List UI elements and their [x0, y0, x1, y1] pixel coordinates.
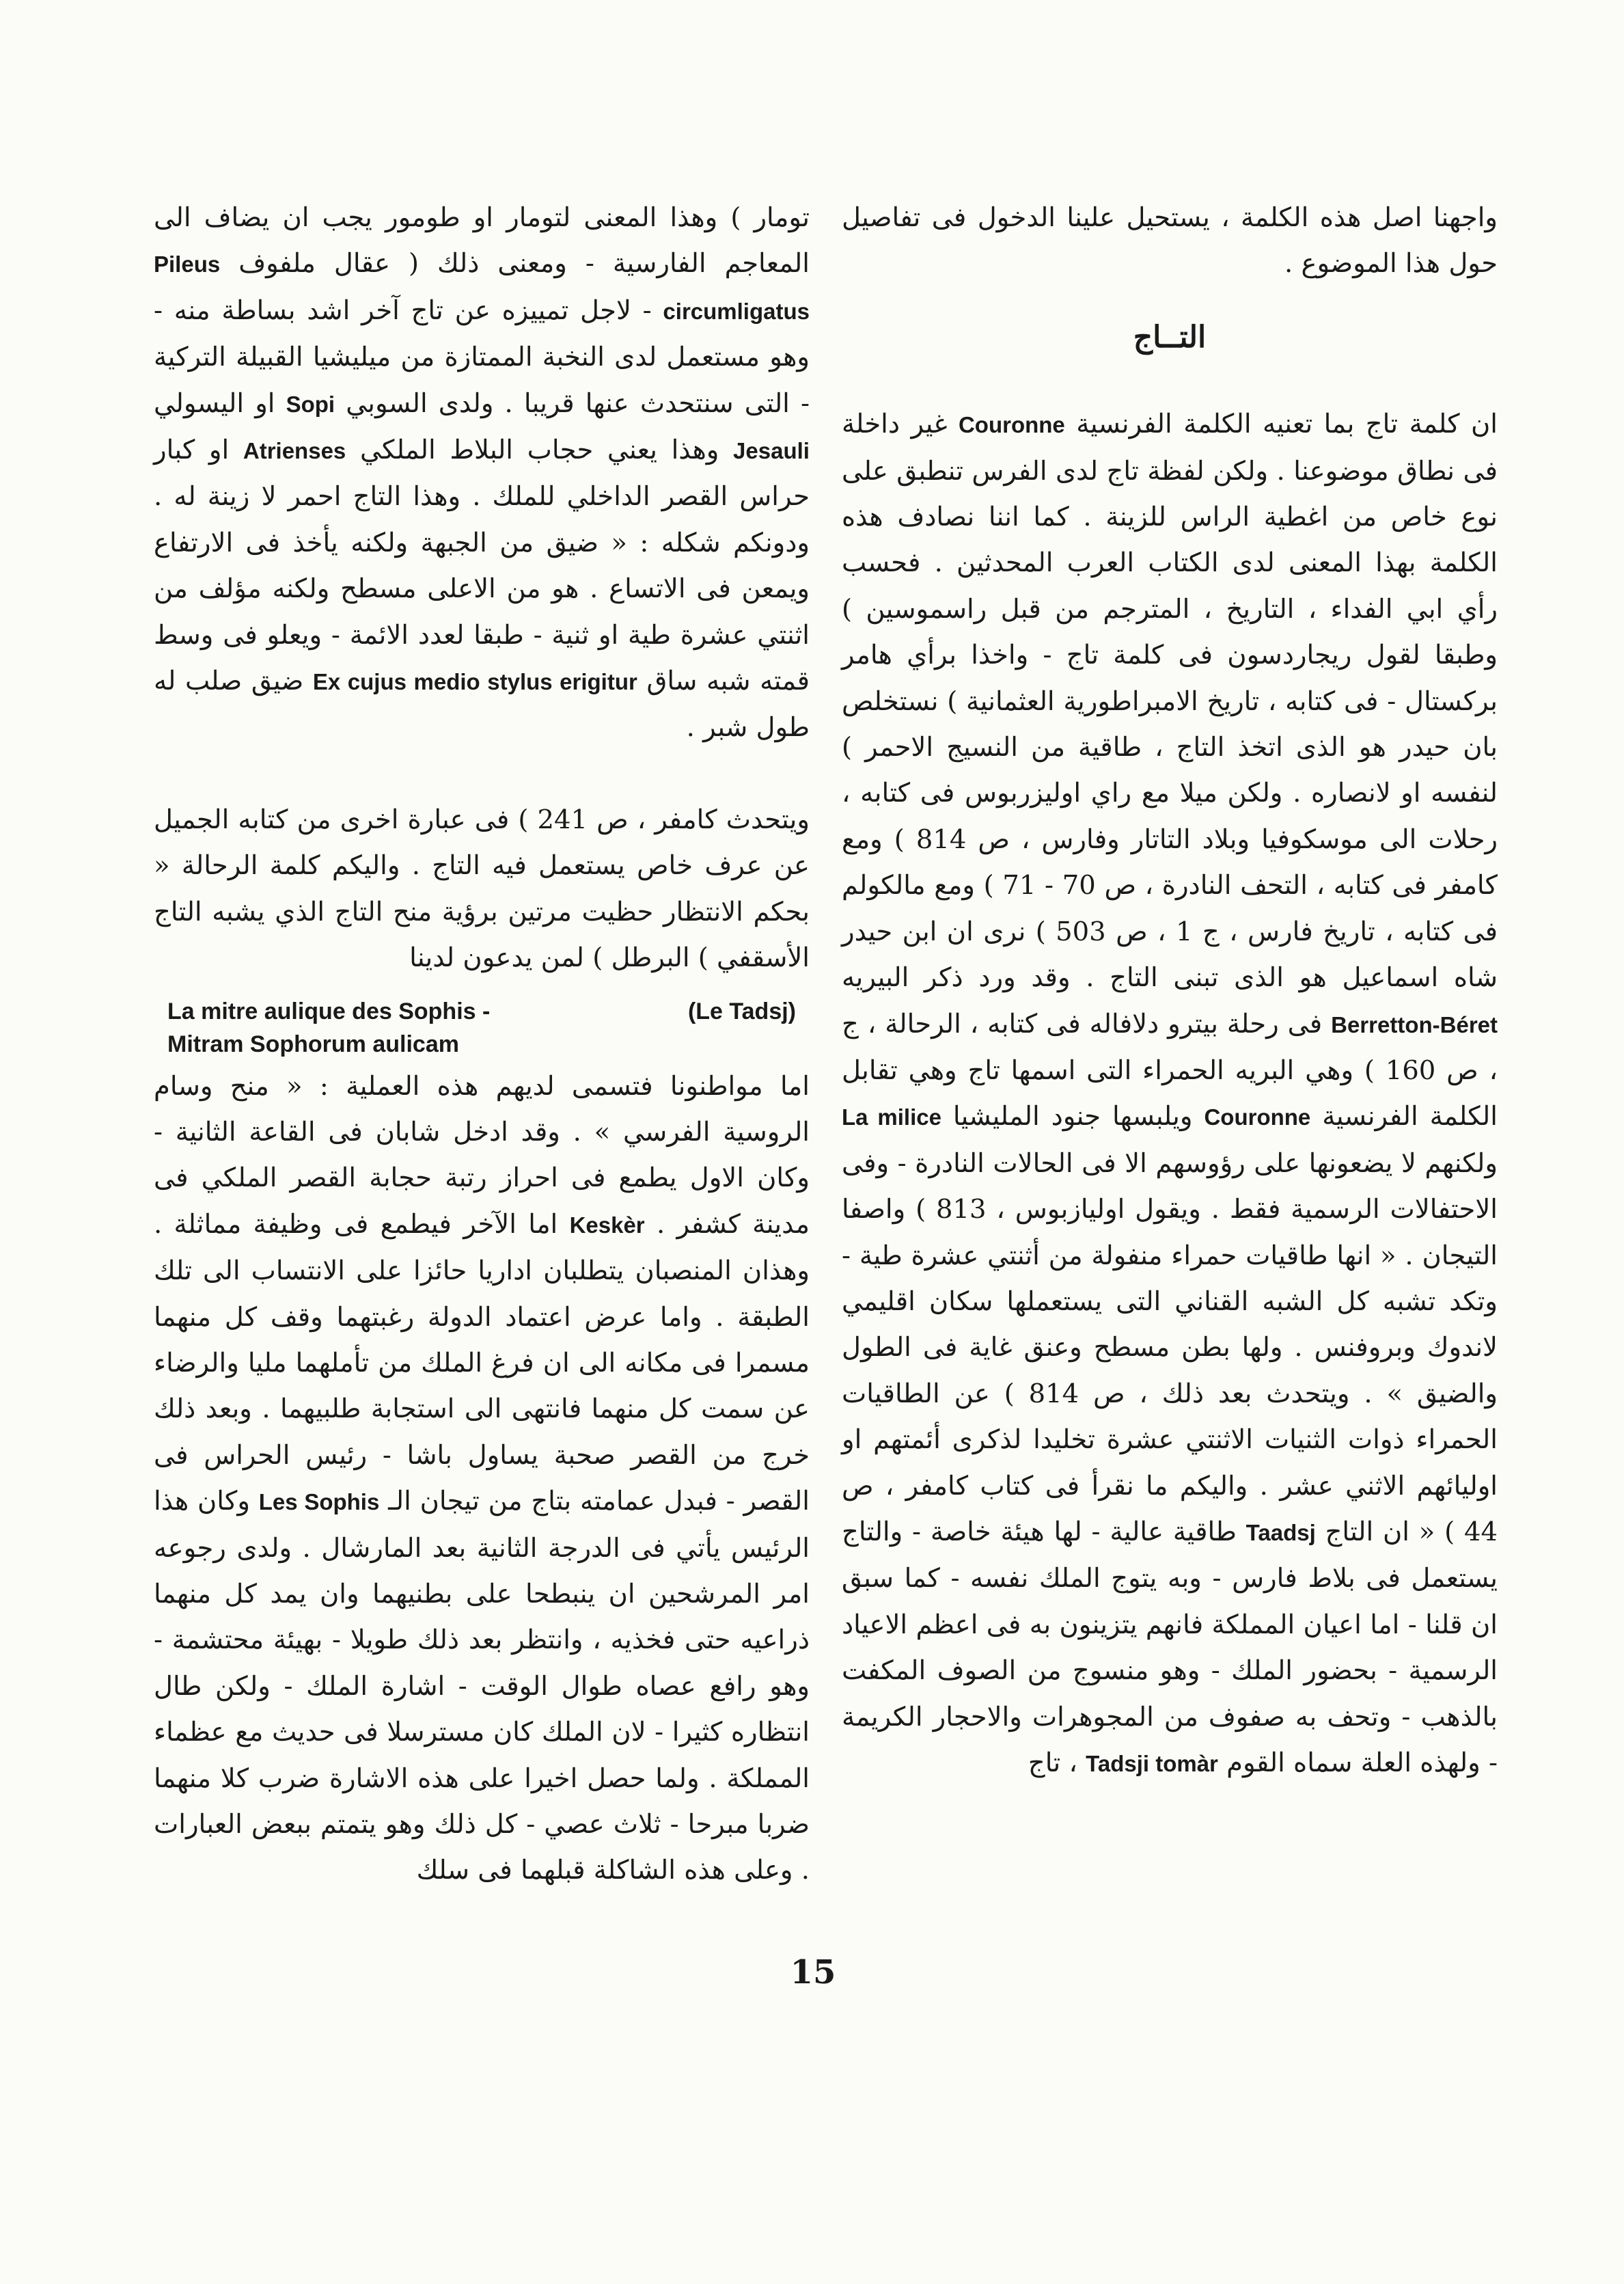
taj-paragraph: ان كلمة تاج بما تعنيه الكلمة الفرنسية Couronne غير داخلة فى نطاق موضوعنا . ولكن لفظة تاج لدى الفرس تنطبق على نوع خاص من اغطية الراس للزينة . كما اننا نصادف هذه الكلمة بهذا المعنى لدى الكتاب العرب المحدثين . فحسب رأي ابي الفداء ، التاريخ ، المترجم من قبل راسموسين ) وطبقا لقول ريجاردسون فى كلمة تاج - واخذا برأي هامر بركستال - فى كتابه ، تاريخ الامبراطورية العثمانية ) نستخلص بان حيدر هو الذى اتخذ التاج ، طاقية من النسيج الاحمر ) لنفسه او لانصاره . ولكن ميلا مع راي اوليزربوس فى كتابه ، رحلات الى موسكوفيا وبلاد التاتار وفارس ، ص 814 ) ومع كامفر فى كتابه ، التحف النادرة ، ص 70 - 71 ) ومع مالكولم فى كتابه ، تاريخ فارس ، ج 1 ، ص 503 ) نرى ان ابن حيدر شاه اسماعيل هو الذى تبنى التاج . وقد ورد ذكر البيريه Berretton-Béret فى رحلة بيترو دلافاله فى كتابه ، الرحالة ، ج ، ص 160 ) وهي البريه الحمراء التى اسمها تاج وهي تقابل الكلمة الفرنسية Couronne ويلبسها جنود المليشيا La milice ولكنهم لا يضعونها على رؤوسهم الا فى الحالات النادرة - وفى الاحتفالات الرسمية فقط . ويقول اوليازبوس ، 813 ) واصفا التيجان . « انها طاقيات حمراء منفولة من أثنتي عشرة طية - وتكد تشبه كل الشبه القناني التى يستعملها سكان اقليمي لاندوك وبروفنس . ولها بطن مسطح وعنق غاية فى الطول والضيق » . ويتحدث بعد ذلك ، ص 814 ) عن الطاقيات الحمراء ذوات الثنيات الاثنتي عشرة تخليدا لذكرى أئمتهم او اوليائهم الاثني عشر . واليكم ما نقرأ فى كتاب كامفر ، ص 44 ) « ان التاج Taadsj طاقية عالية - لها هيئة خاصة - والتاج يستعمل فى بلاط فارس - وبه يتوج الملك نفسه - كما سبق ان قلنا - اما اعيان المملكة فانهم يتزينون به فى اعظم الاعياد الرسمية - بحضور الملك - وهو منسوج من الصوف المكفت بالذهب - وتحف به صفوف من المجوهرات والاحجار الكريمة - ولهذه العلة سماه القوم Tadsji tomàr ، تاج — [842, 409, 1498, 1778]
latin-term: Berretton-Béret — [1331, 1011, 1498, 1037]
right-column — [842, 195, 1498, 1786]
intro-paragraph: واجهنا اصل هذه الكلمة ، يستحيل علينا الدخول فى تفاصيل حول هذا الموضوع . — [842, 202, 1498, 280]
latin-term: Pileus circumligatus — [154, 251, 810, 324]
tomar-paragraph: تومار ) وهذا المعنى لتومار او طومور يجب ان يضاف الى المعاجم الفارسية - ومعنى ذلك ( عقال ملفوف Pileus circumligatus - لاجل تمييزه عن تاج آخر اشد بساطة منه - وهو مستعمل لدى النخبة الممتازة من ميليشيا القبيلة التركية - التى سنتحدث عنها قريبا . ولدى السوبي Sopi او اليسولي Jesauli وهذا يعني حجاب البلاط الملكي Atrienses او كبار حراس القصر الداخلي للملك . وهذا التاج احمر لا زينة له . ودونكم شكله : « ضيق من الجبهة ولكنه يأخذ فى الارتفاع ويمعن فى الاتساع . هو من الاعلى مسطح ولكنه مؤلف من اثنتي عشرة طية او ثنية - طبقا لعدد الائمة - ويعلو فى وسط قمته شبه ساق Ex cujus medio stylus erigitur ضيق صلب له طول شبر . — [154, 202, 810, 744]
latin-term: Les Sophis — [258, 1489, 380, 1515]
latin-term: Couronne — [1204, 1104, 1311, 1130]
latin-term: Ex cujus medio stylus erigitur — [312, 669, 637, 695]
latin-term: Keskèr — [569, 1212, 645, 1238]
latin-term: Sopi — [286, 391, 335, 417]
latin-quote-block — [154, 995, 810, 1061]
section-heading: التــاج — [1133, 319, 1207, 355]
latin-quote-line: Mitram Sophorum aulicam — [167, 1031, 459, 1057]
latin-quote-line: La mitre aulique des Sophis - (Le Tadsj) — [167, 998, 796, 1024]
left-column — [154, 195, 810, 1894]
latin-term: Taadsj — [1245, 1519, 1316, 1545]
page-number: 15 — [790, 1953, 836, 1991]
kaempfer-paragraph: ويتحدث كامفر ، ص 241 ) فى عبارة اخرى من كتابه الجميل عن عرف خاص يستعمل فيه التاج . واليكم كلمة الرحالة « بحكم الانتظار حظيت مرتين برؤية منح التاج الذي يشبه التاج الأسقفي ) البرطل ) لمن يدعون لدينا — [154, 804, 810, 974]
latin-term: Couronne — [958, 412, 1065, 438]
latin-term: Jesauli — [733, 438, 810, 464]
ceremony-paragraph: اما مواطنونا فتسمى لديهم هذه العملية : « منح وسام الروسية الفرسي » . وقد ادخل شابان فى القاعة الثانية - وكان الاول يطمع فى احراز رتبة حجابة القصر الملكي فى مدينة كشفر . Keskèr اما الآخر فيطمع فى وظيفة مماثلة . وهذان المنصبان يتطلبان اداريا حائزا على الانتساب الى تلك الطبقة . واما عرض اعتماد الدولة رغبتهما وقف كل منهما مسمرا فى مكانه الى ان فرغ الملك من تأملهما مليا والرضاء عن سمت كل منهما فانتهى الى استجابة طلبيهما . وبعد ذلك خرج من القصر صحبة يساول باشا - رئيس الحراس فى القصر - فبدل عمامته بتاج من تيجان الـ Les Sophis وكان هذا الرئيس يأتي فى الدرجة الثانية بعد المارشال . ولدى رجوعه امر المرشحين ان ينبطحا على بطنيهما وان يمد كل منهما ذراعيه حتى فخذيه ، وانتظر بعد ذلك طويلا - بهيئة محتشمة - وهو رافع عصاه طوال الوقت - اشارة الملك - ولكن طال انتظاره كثيرا - لان الملك كان مسترسلا فى حديث مع عظماء المملكة . ولما حصل اخيرا على هذه الاشارة ضرب كلا منهما ضربا مبرحا - ثلاث عصي - كل ذلك وهو يتمتم ببعض العبارات . وعلى هذه الشاكلة قبلهما فى سلك — [154, 1070, 810, 1886]
latin-term: Tadsji tomàr — [1086, 1751, 1218, 1776]
latin-term: Atrienses — [243, 438, 346, 464]
latin-term: La milice — [842, 1104, 941, 1130]
